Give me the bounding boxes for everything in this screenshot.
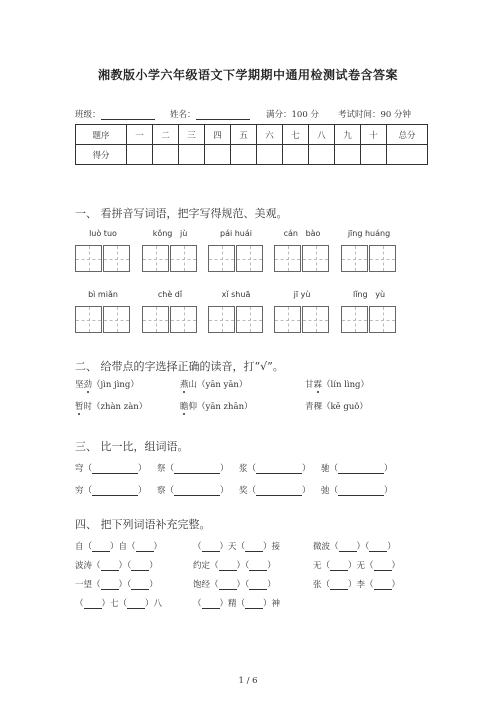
- paren-open: （: [165, 464, 175, 474]
- idiom-text: （: [193, 599, 202, 609]
- writing-box[interactable]: [170, 245, 197, 272]
- word-group: [142, 229, 198, 279]
- writing-box[interactable]: [274, 245, 301, 272]
- idiom-text: ）神: [263, 599, 281, 609]
- score-cell[interactable]: [283, 145, 309, 165]
- score-cell[interactable]: [387, 145, 428, 165]
- paren-open: （: [247, 486, 257, 496]
- writing-box[interactable]: [208, 306, 235, 333]
- class-label: 班级：: [75, 110, 101, 120]
- answer-blank[interactable]: [174, 464, 220, 474]
- idiom-blank[interactable]: [369, 542, 387, 552]
- idiom-blank[interactable]: [92, 542, 110, 552]
- paren-close: ）: [384, 464, 393, 474]
- compare-character: 驰: [321, 464, 330, 474]
- compare-item: [75, 484, 147, 496]
- idiom-text: ）（: [236, 580, 250, 590]
- writing-box[interactable]: [341, 306, 368, 333]
- writing-box[interactable]: [75, 245, 102, 272]
- score-cell[interactable]: [257, 145, 283, 165]
- writing-box[interactable]: [302, 306, 329, 333]
- idiom-text: 无（: [313, 561, 331, 571]
- score-header-cell: 题序: [76, 125, 127, 145]
- compare-character: 察: [157, 486, 166, 496]
- idiom-text: ）七（: [101, 599, 128, 609]
- writing-box[interactable]: [369, 306, 396, 333]
- section1-heading: 一、 看拼音写词语，把字写得规范、美观。: [75, 207, 288, 220]
- idiom-blank[interactable]: [249, 580, 267, 590]
- name-field: [170, 108, 250, 120]
- idiom-text: 约定（: [193, 561, 219, 571]
- idiom-text: ）: [149, 561, 158, 571]
- writing-box[interactable]: [341, 245, 368, 272]
- idiom-text: ）: [391, 580, 401, 590]
- idiom-blank[interactable]: [131, 580, 149, 590]
- pinyin-row-2: [75, 290, 421, 340]
- idiom-blank[interactable]: [330, 580, 348, 590]
- writing-box[interactable]: [302, 245, 329, 272]
- idiom-text: （: [75, 599, 84, 609]
- idiom-text: （: [193, 542, 202, 552]
- idiom-text: 波涛（: [75, 561, 101, 571]
- idiom-blank[interactable]: [84, 599, 102, 609]
- compare-item: [157, 484, 229, 496]
- score-cell[interactable]: [127, 145, 153, 165]
- paren-close: ）: [138, 486, 147, 496]
- paren-close: ）: [220, 486, 229, 496]
- idiom-text: ）: [387, 542, 396, 552]
- idiom-blank[interactable]: [136, 542, 154, 552]
- score-header-cell: 五: [231, 125, 257, 145]
- pronunciation-item[interactable]: [180, 400, 253, 412]
- idiom-fill: [75, 540, 435, 620]
- word-group: [274, 229, 330, 279]
- idiom-item: [193, 597, 280, 609]
- word-group: [208, 290, 264, 340]
- compare-item: [321, 484, 393, 496]
- paren-open: （: [247, 464, 257, 474]
- idiom-text: 张（: [313, 580, 331, 590]
- idiom-text: ）自（: [110, 542, 136, 552]
- paren-close: ）: [220, 464, 229, 474]
- idiom-blank[interactable]: [202, 599, 220, 609]
- idiom-item: [193, 559, 276, 571]
- pinyin-label: lǐng yù: [352, 290, 386, 299]
- compare-words: [75, 462, 435, 502]
- pinyin-label: kǒng jù: [152, 229, 188, 238]
- idiom-blank[interactable]: [339, 542, 357, 552]
- idiom-text: ）精（: [219, 599, 246, 609]
- idiom-item: [193, 540, 280, 552]
- word-group: [75, 290, 131, 340]
- page-number: 1 / 6: [238, 676, 258, 686]
- writing-box[interactable]: [236, 306, 263, 333]
- paren-open: （: [165, 486, 175, 496]
- idiom-blank[interactable]: [131, 561, 149, 571]
- idiom-item: [313, 559, 400, 571]
- compare-item: [157, 462, 229, 474]
- compare-character: 穹: [75, 464, 84, 474]
- idiom-text: 一望（: [75, 580, 101, 590]
- paren-close: ）: [302, 486, 311, 496]
- section4-heading: 四、 把下列词语补充完整。: [75, 518, 211, 531]
- writing-box[interactable]: [103, 245, 130, 272]
- score-cell[interactable]: [309, 145, 335, 165]
- idiom-text: ）天（: [219, 542, 246, 552]
- word-group: [274, 290, 330, 340]
- word-group: [208, 229, 264, 279]
- idiom-text: 饱经（: [193, 580, 219, 590]
- idiom-text: ）无（: [348, 561, 374, 571]
- writing-box[interactable]: [170, 306, 197, 333]
- compare-character: 浆: [239, 464, 248, 474]
- answer-blank[interactable]: [256, 486, 302, 496]
- idiom-text: ）: [267, 580, 276, 590]
- idiom-text: ）（: [236, 561, 250, 571]
- answer-blank[interactable]: [92, 486, 138, 496]
- dotted-character: 霖: [313, 380, 323, 390]
- score-cell[interactable]: [231, 145, 257, 165]
- idiom-blank[interactable]: [127, 599, 145, 609]
- section2-heading: 二、 给带点的字选择正确的读音，打“√”。: [75, 360, 284, 373]
- score-header-cell: 总分: [387, 125, 428, 145]
- answer-blank[interactable]: [174, 486, 220, 496]
- writing-box[interactable]: [236, 245, 263, 272]
- idiom-text: ）: [267, 561, 276, 571]
- pinyin-options: （lín lìng）: [322, 380, 369, 390]
- score-header-cell: 八: [309, 125, 335, 145]
- compare-item: [239, 484, 311, 496]
- idiom-text: ）（: [118, 561, 132, 571]
- dotted-character: 暂: [75, 402, 84, 412]
- idiom-item: [75, 540, 162, 552]
- exam-time: 考试时间：90 分钟: [338, 110, 412, 120]
- item-text: 坚: [75, 380, 84, 390]
- idiom-text: ）李（: [348, 580, 374, 590]
- idiom-item: [75, 597, 162, 609]
- writing-box[interactable]: [142, 306, 169, 333]
- idiom-blank[interactable]: [330, 561, 348, 571]
- dotted-character: 燕: [180, 380, 189, 390]
- paren-open: （: [83, 464, 93, 474]
- idiom-blank[interactable]: [245, 599, 263, 609]
- idiom-text: ）（: [356, 542, 370, 552]
- answer-blank[interactable]: [338, 464, 384, 474]
- pinyin-label: cán bào: [283, 229, 321, 238]
- compare-character: 弛: [321, 486, 330, 496]
- idiom-blank[interactable]: [374, 580, 392, 590]
- writing-box[interactable]: [208, 245, 235, 272]
- idiom-item: [313, 540, 396, 552]
- paren-close: ）: [384, 486, 393, 496]
- word-group: [341, 229, 397, 279]
- word-group: [142, 290, 198, 340]
- compare-item: [75, 462, 147, 474]
- score-header-cell: 四: [205, 125, 231, 145]
- pronunciation-item[interactable]: [305, 400, 368, 412]
- paren-open: （: [329, 486, 339, 496]
- writing-box[interactable]: [369, 245, 396, 272]
- idiom-text: ）（: [118, 580, 132, 590]
- idiom-text: ）接: [263, 542, 281, 552]
- writing-box[interactable]: [274, 306, 301, 333]
- idiom-blank[interactable]: [245, 542, 263, 552]
- document-title: 湘教版小学六年级语文下学期期中通用检测试卷含答案: [97, 68, 398, 82]
- idiom-blank[interactable]: [249, 561, 267, 571]
- idiom-blank[interactable]: [219, 561, 237, 571]
- dotted-character: 劲: [83, 380, 93, 390]
- compare-character: 祭: [157, 464, 166, 474]
- idiom-item: [193, 578, 276, 590]
- idiom-text: ）: [153, 542, 163, 552]
- idiom-blank[interactable]: [374, 561, 392, 571]
- pinyin-row-1: [75, 229, 421, 279]
- pronunciation-item[interactable]: [75, 400, 147, 412]
- pinyin-label: xǐ shuā: [221, 290, 251, 299]
- idiom-blank[interactable]: [219, 580, 237, 590]
- score-header-cell: 二: [153, 125, 179, 145]
- pinyin-label: bì miǎn: [88, 290, 118, 299]
- pronunciation-item[interactable]: [305, 378, 369, 390]
- pinyin-label: jī yù: [293, 290, 311, 299]
- score-row: [76, 145, 428, 165]
- writing-box[interactable]: [142, 245, 169, 272]
- compare-character: 穷: [75, 486, 84, 496]
- score-header-cell: 六: [257, 125, 283, 145]
- score-header-cell: 九: [335, 125, 361, 145]
- score-cell[interactable]: [179, 145, 205, 165]
- idiom-text: ）: [149, 580, 158, 590]
- answer-blank[interactable]: [92, 464, 138, 474]
- answer-blank[interactable]: [338, 486, 384, 496]
- score-cell[interactable]: [153, 145, 179, 165]
- writing-box[interactable]: [75, 306, 102, 333]
- score-cell[interactable]: [335, 145, 361, 165]
- score-header-cell: 七: [283, 125, 309, 145]
- pronunciation-item[interactable]: [180, 378, 247, 390]
- idiom-blank[interactable]: [101, 561, 119, 571]
- score-row-label: 得分: [76, 145, 127, 165]
- paren-open: （: [83, 486, 93, 496]
- pinyin-options: （jìn jìng）: [92, 380, 139, 390]
- idiom-item: [75, 578, 158, 590]
- dotted-character: 瞻: [180, 402, 189, 412]
- pinyin-options: 时（zhàn zàn）: [83, 402, 148, 412]
- score-header-cell: 三: [179, 125, 205, 145]
- score-cell[interactable]: [205, 145, 231, 165]
- name-label: 姓名：: [170, 110, 196, 120]
- score-table: [75, 124, 428, 165]
- paren-close: ）: [138, 464, 147, 474]
- score-header-cell: 一: [127, 125, 153, 145]
- idiom-item: [75, 559, 158, 571]
- paren-open: （: [329, 464, 339, 474]
- pinyin-label: pái huái: [219, 229, 252, 238]
- pinyin-label: luò tuo: [89, 229, 117, 238]
- compare-item: [239, 462, 311, 474]
- compare-character: 奖: [239, 486, 248, 496]
- class-field: [75, 108, 155, 120]
- name-blank[interactable]: [196, 109, 250, 120]
- answer-blank[interactable]: [256, 464, 302, 474]
- idiom-text: 微波（: [313, 542, 339, 552]
- score-header-cell: 十: [361, 125, 387, 145]
- compare-item: [321, 462, 393, 474]
- idiom-blank[interactable]: [202, 542, 220, 552]
- pinyin-options: 山（yān yān）: [188, 380, 248, 390]
- score-header-row: [76, 125, 428, 145]
- pinyin-options: 仰（yān zhān）: [188, 402, 253, 412]
- idiom-text: 自（: [75, 542, 93, 552]
- idiom-item: [313, 578, 400, 590]
- paren-close: ）: [302, 464, 311, 474]
- pinyin-label: chè dǐ: [157, 290, 183, 299]
- idiom-blank[interactable]: [101, 580, 119, 590]
- class-blank[interactable]: [101, 109, 155, 120]
- writing-box[interactable]: [103, 306, 130, 333]
- pinyin-label: jīng huáng: [347, 229, 391, 238]
- word-group: [341, 290, 397, 340]
- item-text: 青稞（kē guǒ）: [305, 402, 368, 412]
- idiom-text: ）: [391, 561, 401, 571]
- word-group: [75, 229, 131, 279]
- item-text: 甘: [305, 380, 314, 390]
- pronunciation-item[interactable]: [75, 378, 139, 390]
- score-cell[interactable]: [361, 145, 387, 165]
- full-score: 满分：100 分: [266, 110, 319, 120]
- idiom-text: ）八: [145, 599, 163, 609]
- section3-heading: 三、 比一比，组词语。: [75, 440, 189, 453]
- pronunciation-items: [75, 378, 435, 418]
